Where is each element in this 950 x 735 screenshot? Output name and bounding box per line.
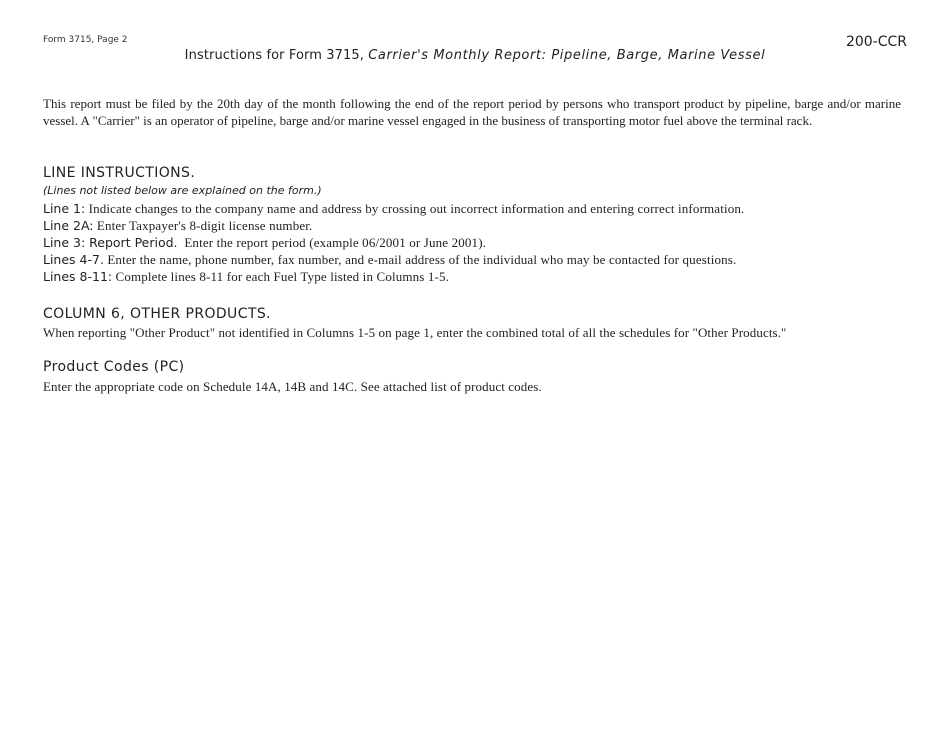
product-codes-text: Enter the appropriate code on Schedule 14A, 14B and 14C. See attached list of product codes.	[43, 379, 542, 394]
instruction-lines-4-7	[43, 252, 736, 268]
instruction-label: Line 3: Report Period.	[43, 235, 178, 250]
instruction-line-1	[43, 201, 744, 217]
instruction-line-3	[43, 235, 486, 251]
line-instructions-note: (Lines not listed below are explained on the form.)	[43, 184, 322, 197]
instruction-lines-8-11	[43, 269, 449, 285]
title-prefix: Instructions for Form 3715,	[184, 48, 369, 63]
intro-paragraph: This report must be filed by the 20th day of the month following the end of the report period by persons who transport product by pipeline, barge and/or marine vessel. A "Carrier" is an operator of pipeline, barge and/or marine vessel engaged in the business of transporting motor fuel above the terminal rack.	[43, 96, 901, 128]
form-code: 200-CCR	[845, 34, 907, 50]
instructions-page	[43, 0, 907, 735]
title-form-name: Carrier's Monthly Report: Pipeline, Barge, Marine Vessel	[368, 48, 766, 63]
instruction-label: Lines 4-7.	[43, 252, 104, 267]
column-6-heading: COLUMN 6, OTHER PRODUCTS.	[43, 306, 271, 322]
instruction-text: Enter the name, phone number, fax number, and e-mail address of the individual who may be contacted for questions.	[103, 252, 737, 267]
instruction-line-2a	[43, 218, 312, 234]
product-codes-heading: Product Codes (PC)	[43, 359, 185, 375]
column-6-text: When reporting "Other Product" not identified in Columns 1-5 on page 1, enter the combined total of all the schedules for "Other Products."	[43, 325, 787, 340]
instruction-label: Line 1:	[43, 201, 86, 216]
instruction-text: Enter Taxpayer's 8-digit license number.	[93, 218, 313, 233]
page-reference: Form 3715, Page 2	[43, 35, 128, 45]
instruction-text: Indicate changes to the company name and address by crossing out incorrect information and entering correct information.	[85, 201, 745, 216]
instruction-label: Line 2A:	[43, 218, 94, 233]
line-instructions-heading: LINE INSTRUCTIONS.	[43, 165, 196, 181]
instruction-label: Lines 8-11:	[43, 269, 113, 284]
instruction-text: Complete lines 8-11 for each Fuel Type listed in Columns 1-5.	[112, 269, 450, 284]
instruction-text: Enter the report period (example 06/2001 or June 2001).	[177, 235, 487, 250]
document-title	[43, 48, 907, 63]
